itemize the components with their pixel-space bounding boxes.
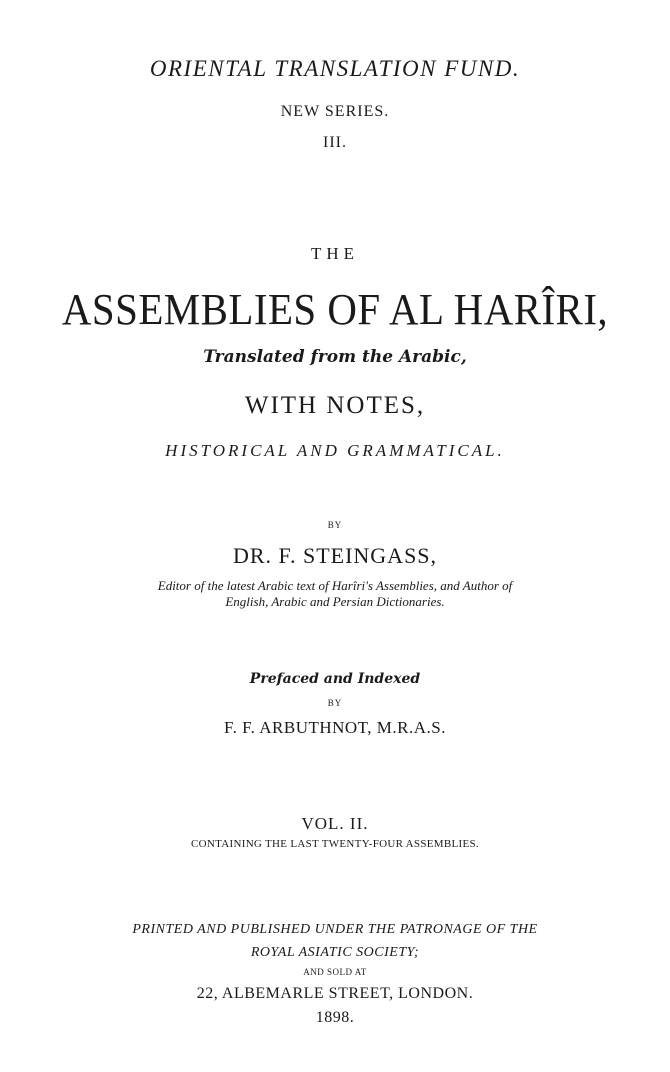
- author-description-line-1: Editor of the latest Arabic text of Harîri's Assemblies, and Author of: [157, 578, 513, 593]
- editor-name: F. F. ARBUTHNOT, M.R.A.S.: [223, 718, 446, 737]
- volume-label: VOL. II.: [301, 814, 369, 833]
- author-name: DR. F. STEINGASS,: [232, 543, 438, 568]
- by-label-2: BY: [327, 698, 343, 708]
- publisher-statement: PRINTED AND PUBLISHED UNDER THE PATRONAGE OF THE: [132, 922, 538, 937]
- publisher-address: 22, ALBEMARLE STREET, LONDON.: [196, 985, 474, 1002]
- new-series-label: NEW SERIES.: [280, 103, 390, 120]
- series-title: ORIENTAL TRANSLATION FUND.: [149, 56, 521, 81]
- prefaced-indexed-line: Prefaced and Indexed: [249, 671, 421, 687]
- translated-from-line: Translated from the Arabic,: [203, 347, 467, 367]
- sold-at-label: AND SOLD AT: [303, 967, 367, 977]
- with-notes-line: WITH NOTES,: [244, 392, 426, 419]
- the-label: THE: [310, 244, 360, 263]
- author-description-line-2: English, Arabic and Persian Dictionaries.: [225, 594, 445, 609]
- book-title: ASSEMBLIES OF AL HARÎRI,: [61, 285, 609, 334]
- by-label: BY: [327, 520, 343, 530]
- publication-year: 1898.: [315, 1009, 355, 1026]
- series-number: III.: [323, 134, 347, 151]
- volume-contents: CONTAINING THE LAST TWENTY-FOUR ASSEMBLIES.: [191, 838, 479, 850]
- historical-grammatical-line: HISTORICAL AND GRAMMATICAL.: [165, 441, 505, 460]
- society-name: ROYAL ASIATIC SOCIETY;: [250, 945, 420, 960]
